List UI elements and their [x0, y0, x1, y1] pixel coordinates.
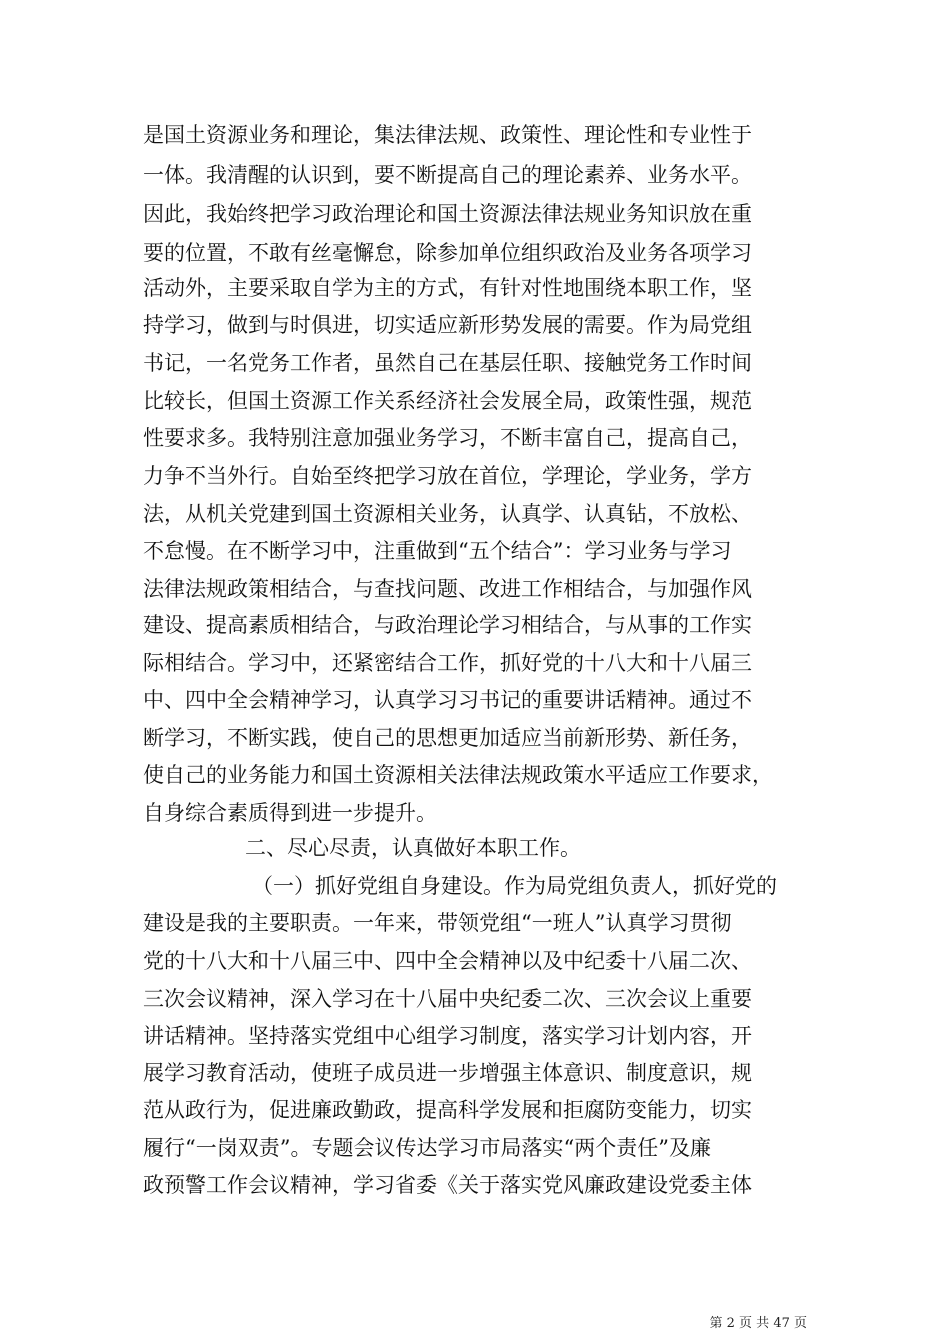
body-line: 展学习教育活动，使班子成员进一步增强主体意识、制度意识，规: [143, 1061, 752, 1085]
body-line: 活动外，主要采取自学为主的方式，有针对性地围绕本职工作，坚: [143, 276, 752, 300]
body-line: 力争不当外行。自始至终把学习放在首位，学理论，学业务，学方: [143, 464, 752, 488]
body-line: 讲话精神。坚持落实党组中心组学习制度，落实学习计划内容，开: [143, 1024, 752, 1048]
page-number-footer: 第 2 页 共 47 页: [709, 1316, 807, 1331]
body-line: 政预警工作会议精神，学习省委《关于落实党风廉政建设党委主体: [143, 1173, 752, 1197]
body-line: 法律法规政策相结合，与查找问题、改进工作相结合，与加强作风: [143, 577, 752, 601]
body-line: 因此，我始终把学习政治理论和国土资源法律法规业务知识放在重: [143, 202, 752, 226]
body-line: 中、四中全会精神学习，认真学习习书记的重要讲话精神。通过不: [143, 688, 752, 712]
body-line: 断学习，不断实践，使自己的思想更加适应当前新形势、新任务，: [143, 726, 752, 750]
body-line: 是国土资源业务和理论，集法律法规、政策性、理论性和专业性于: [143, 123, 752, 147]
body-line: 三次会议精神，深入学习在十八届中央纪委二次、三次会议上重要: [143, 987, 752, 1011]
body-line: 比较长，但国土资源工作关系经济社会发展全局，政策性强，规范: [143, 389, 752, 413]
body-line: 履行“一岗双责”。专题会议传达学习市局落实“两个责任”及廉: [143, 1136, 711, 1160]
body-line: 建设、提高素质相结合，与政治理论学习相结合，与从事的工作实: [143, 613, 752, 637]
body-line: 不怠慢。在不断学习中，注重做到“五个结合”：学习业务与学习: [143, 539, 732, 563]
body-line: 范从政行为，促进廉政勤政，提高科学发展和拒腐防变能力，切实: [143, 1098, 752, 1122]
body-line: 建设是我的主要职责。一年来，带领党组“一班人”认真学习贯彻: [143, 911, 732, 935]
body-line: 使自己的业务能力和国土资源相关法律法规政策水平适应工作要求，: [143, 763, 773, 787]
body-line: 际相结合。学习中，还紧密结合工作，抓好党的十八大和十八届三: [143, 651, 752, 675]
body-line: 书记，一名党务工作者，虽然自己在基层任职、接触党务工作时间: [143, 351, 752, 375]
section-heading: 二、尽心尽责，认真做好本职工作。: [245, 836, 581, 860]
body-line: 要的位置，不敢有丝毫懈怠，除参加单位组织政治及业务各项学习: [143, 241, 752, 265]
body-line: 性要求多。我特别注意加强业务学习，不断丰富自己，提高自己，: [143, 426, 752, 450]
subsection-first-line: （一）抓好党组自身建设。作为局党组负责人，抓好党的: [252, 874, 777, 898]
body-line: 持学习，做到与时俱进，切实适应新形势发展的需要。作为局党组: [143, 313, 752, 337]
body-line: 一体。我清醒的认识到，要不断提高自己的理论素养、业务水平。: [143, 163, 752, 187]
body-line: 法，从机关党建到国土资源相关业务，认真学、认真钻，不放松、: [143, 502, 752, 526]
body-line: 党的十八大和十八届三中、四中全会精神以及中纪委十八届二次、: [143, 949, 752, 973]
body-line: 自身综合素质得到进一步提升。: [143, 801, 437, 825]
